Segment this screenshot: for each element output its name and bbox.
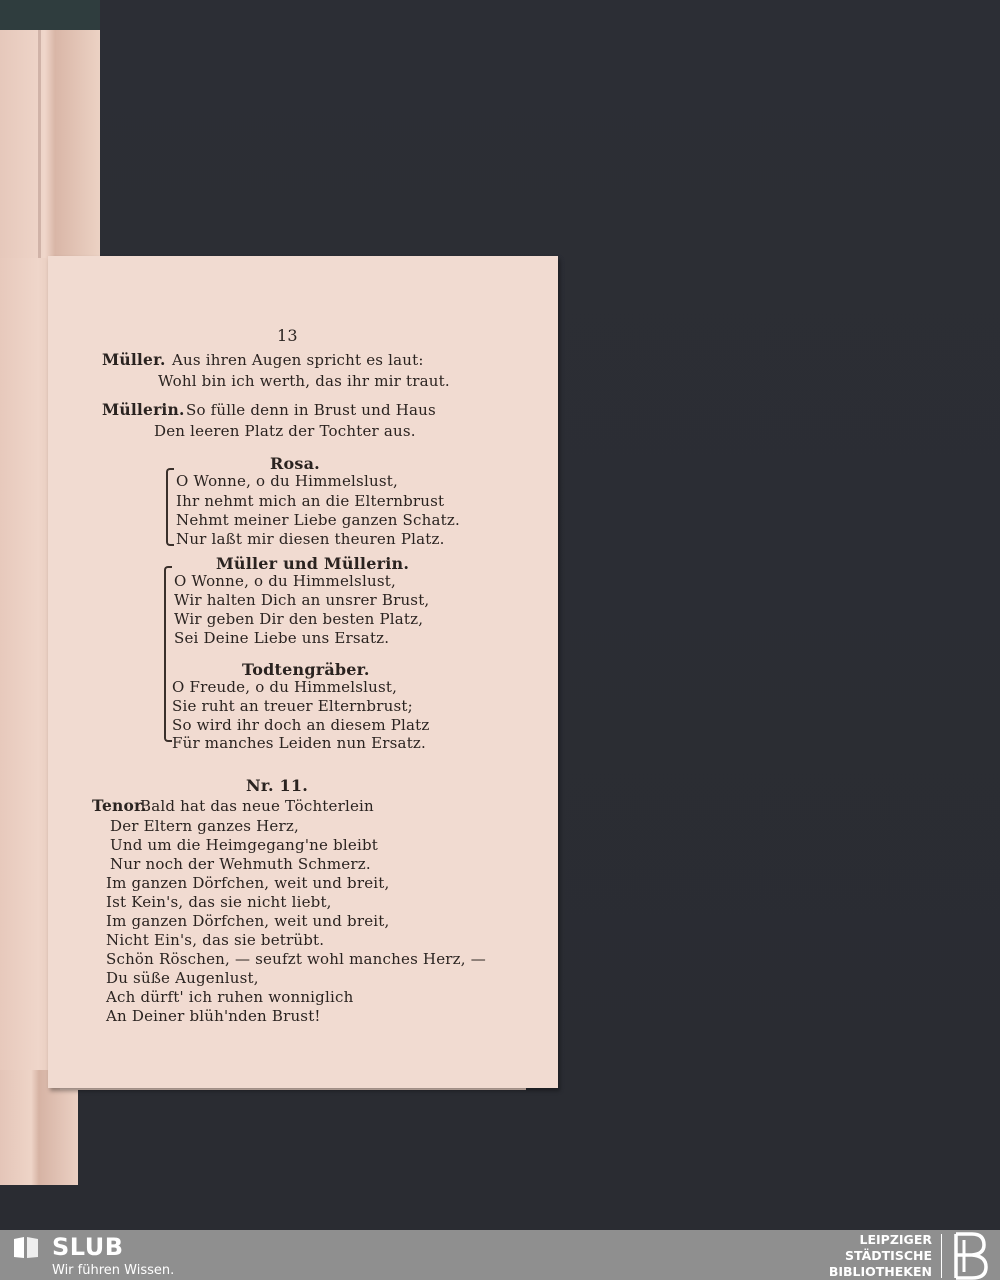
lsb-wordmark[interactable] xyxy=(792,1232,932,1280)
verse-line: Du süße Augenlust, xyxy=(106,969,259,987)
verse-line: Nehmt meiner Liebe ganzen Schatz. xyxy=(176,511,460,529)
speaker-mueller: Müller. xyxy=(102,350,166,369)
verse-line: O Freude, o du Himmelslust, xyxy=(172,678,398,696)
verse-line: Im ganzen Dörfchen, weit und breit, xyxy=(106,874,390,892)
binding-edge xyxy=(0,0,100,30)
verse-line: Ach dürft' ich ruhen wonniglich xyxy=(106,988,354,1006)
verse-line: Sie ruht an treuer Elternbrust; xyxy=(172,697,413,715)
brace xyxy=(166,468,174,546)
heading-number: Nr. 11. xyxy=(246,776,308,795)
verse-line: Nur noch der Wehmuth Schmerz. xyxy=(110,855,371,873)
footer-divider xyxy=(941,1234,942,1278)
book-page xyxy=(48,256,558,1088)
lsb-b-logo-icon[interactable] xyxy=(950,1232,992,1280)
verse-line: Schön Röschen, — seufzt wohl manches Herz, — xyxy=(106,950,486,968)
speaker-tenor: Tenor. xyxy=(92,796,147,815)
verse-line: Bald hat das neue Töchterlein xyxy=(140,797,374,815)
lsb-line: STÄDTISCHE xyxy=(845,1248,932,1263)
verse-line: Wir geben Dir den besten Platz, xyxy=(174,610,424,628)
verse-line: Ist Kein's, das sie nicht liebt, xyxy=(106,893,332,911)
heading-rosa: Rosa. xyxy=(270,454,320,473)
verse-line: Nur laßt mir diesen theuren Platz. xyxy=(176,530,445,548)
text-line: So fülle denn in Brust und Haus xyxy=(186,401,436,419)
verse-line: So wird ihr doch an diesem Platz xyxy=(172,716,430,734)
slub-tagline: Wir führen Wissen. xyxy=(52,1263,175,1278)
heading-todtengraeber: Todtengräber. xyxy=(242,660,370,679)
verse-line: Ihr nehmt mich an die Elternbrust xyxy=(176,492,445,510)
verse-line: An Deiner blüh'nden Brust! xyxy=(106,1007,321,1025)
slub-book-icon[interactable] xyxy=(12,1236,40,1260)
text-line: Wohl bin ich werth, das ihr mir traut. xyxy=(158,372,450,390)
lsb-line: LEIPZIGER xyxy=(859,1232,932,1247)
verse-line: Wir halten Dich an unsrer Brust, xyxy=(174,591,430,609)
heading-mueller-und-muellerin: Müller und Müllerin. xyxy=(216,554,410,573)
brace xyxy=(164,566,172,742)
verse-line: O Wonne, o du Himmelslust, xyxy=(174,572,396,590)
verse-line: Der Eltern ganzes Herz, xyxy=(110,817,299,835)
verse-line: Und um die Heimgegang'ne bleibt xyxy=(110,836,378,854)
lsb-line: BIBLIOTHEKEN xyxy=(828,1264,932,1279)
slub-name[interactable]: SLUB xyxy=(52,1233,124,1261)
verse-line: Im ganzen Dörfchen, weit und breit, xyxy=(106,912,390,930)
speaker-muellerin: Müllerin. xyxy=(102,400,185,419)
stacked-pages-top xyxy=(0,30,100,260)
verse-line: Nicht Ein's, das sie betrübt. xyxy=(106,931,325,949)
text-line: Aus ihren Augen spricht es laut: xyxy=(172,351,424,369)
verse-line: O Wonne, o du Himmelslust, xyxy=(176,472,398,490)
verse-line: Sei Deine Liebe uns Ersatz. xyxy=(174,629,390,647)
verse-line: Für manches Leiden nun Ersatz. xyxy=(172,734,426,752)
text-line: Den leeren Platz der Tochter aus. xyxy=(154,422,416,440)
page-number: 13 xyxy=(277,326,298,345)
